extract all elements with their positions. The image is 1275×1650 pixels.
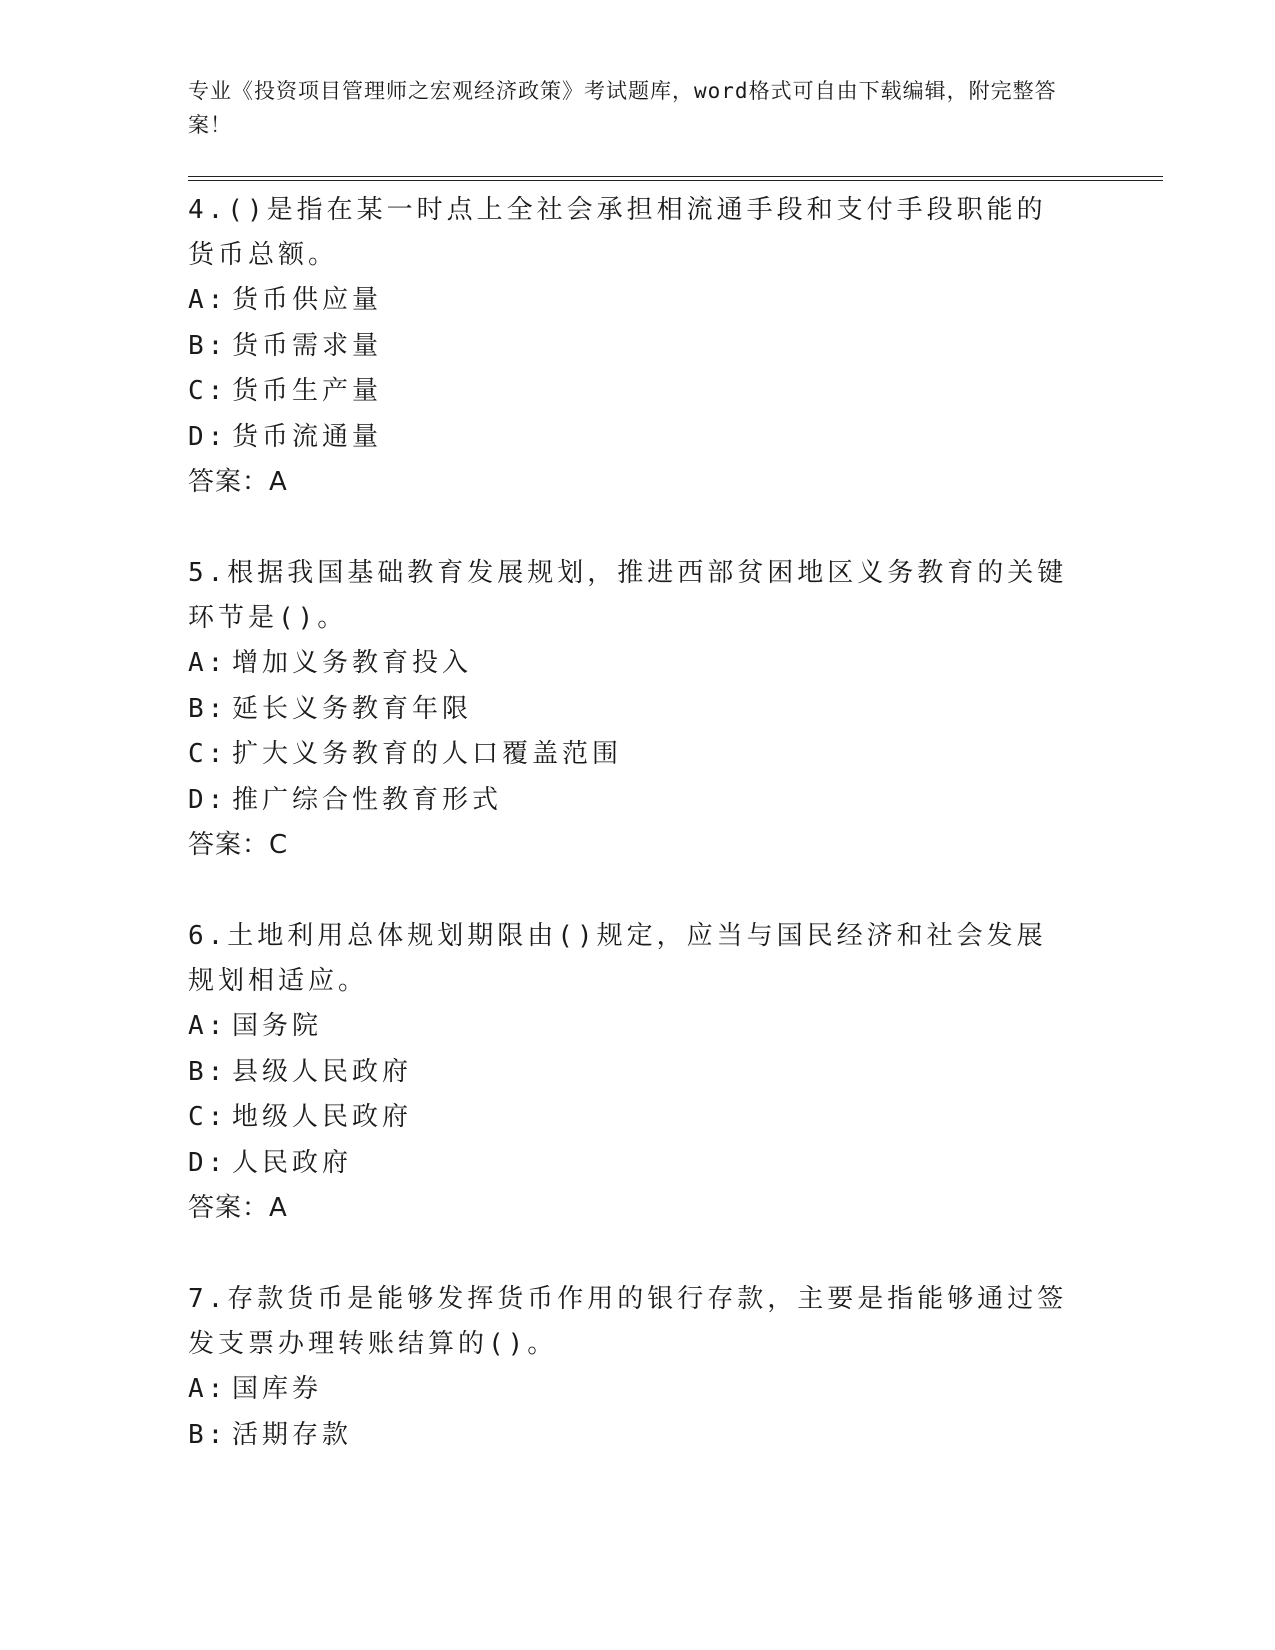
- option-b: [188, 324, 1068, 370]
- option-text: 货币供应量: [232, 285, 383, 315]
- option-text: 地级人民政府: [232, 1102, 413, 1132]
- option-d: [188, 415, 1068, 461]
- option-letter: C:: [188, 739, 228, 769]
- question-stem: 5.根据我国基础教育发展规划，推进西部贫困地区义务教育的关键环节是()。: [188, 558, 1068, 633]
- option-a: [188, 1367, 1068, 1413]
- option-letter: A:: [188, 285, 228, 315]
- option-a: [188, 1004, 1068, 1050]
- option-b: [188, 1050, 1068, 1096]
- option-letter: B:: [188, 1056, 228, 1087]
- option-letter: B:: [188, 330, 228, 361]
- question-4: [188, 188, 1068, 505]
- question-stem: 4.()是指在某一时点上全社会承担相流通手段和支付手段职能的货币总额。: [188, 195, 1047, 270]
- answer-line: 答案：A: [188, 467, 288, 497]
- option-list: [188, 641, 1068, 823]
- option-letter: D:: [188, 1147, 228, 1178]
- option-text: 货币流通量: [232, 421, 383, 452]
- question-6: [188, 914, 1068, 1231]
- option-letter: C:: [188, 1102, 228, 1132]
- option-text: 货币生产量: [232, 376, 383, 406]
- option-letter: D:: [188, 784, 228, 815]
- option-list: [188, 1367, 1068, 1458]
- question-stem: 7.存款货币是能够发挥货币作用的银行存款，主要是指能够通过签发支票办理转账结算的()。: [188, 1284, 1068, 1359]
- question-list: [188, 188, 1068, 1504]
- question-7: [188, 1277, 1068, 1458]
- option-letter: A:: [188, 1374, 228, 1404]
- option-text: 扩大义务教育的人口覆盖范围: [232, 739, 623, 769]
- option-a: [188, 278, 1068, 324]
- option-letter: A:: [188, 1011, 228, 1041]
- option-c: [188, 1095, 1068, 1141]
- option-text: 活期存款: [232, 1419, 353, 1450]
- option-list: [188, 1004, 1068, 1186]
- option-text: 增加义务教育投入: [232, 648, 473, 678]
- header-divider: [188, 176, 1163, 181]
- option-letter: A:: [188, 648, 228, 678]
- question-stem: 6.土地利用总体规划期限由()规定，应当与国民经济和社会发展规划相适应。: [188, 921, 1047, 996]
- option-text: 县级人民政府: [232, 1056, 413, 1087]
- option-c: [188, 369, 1068, 415]
- option-text: 货币需求量: [232, 330, 383, 361]
- option-list: [188, 278, 1068, 460]
- option-letter: B:: [188, 693, 228, 724]
- option-d: [188, 1141, 1068, 1187]
- answer-line: 答案：A: [188, 1193, 288, 1223]
- option-d: [188, 778, 1068, 824]
- option-b: [188, 1413, 1068, 1459]
- option-letter: C:: [188, 376, 228, 406]
- document-intro: 专业《投资项目管理师之宏观经济政策》考试题库，word格式可自由下载编辑，附完整答案！: [188, 79, 1057, 137]
- option-letter: B:: [188, 1419, 228, 1450]
- option-c: [188, 732, 1068, 778]
- answer-line: 答案：C: [188, 830, 289, 860]
- option-text: 延长义务教育年限: [232, 693, 473, 724]
- option-b: [188, 687, 1068, 733]
- question-5: [188, 551, 1068, 868]
- option-letter: D:: [188, 421, 228, 452]
- option-text: 国务院: [232, 1011, 323, 1041]
- option-a: [188, 641, 1068, 687]
- option-text: 国库券: [232, 1374, 323, 1404]
- option-text: 人民政府: [232, 1147, 353, 1178]
- option-text: 推广综合性教育形式: [232, 784, 503, 815]
